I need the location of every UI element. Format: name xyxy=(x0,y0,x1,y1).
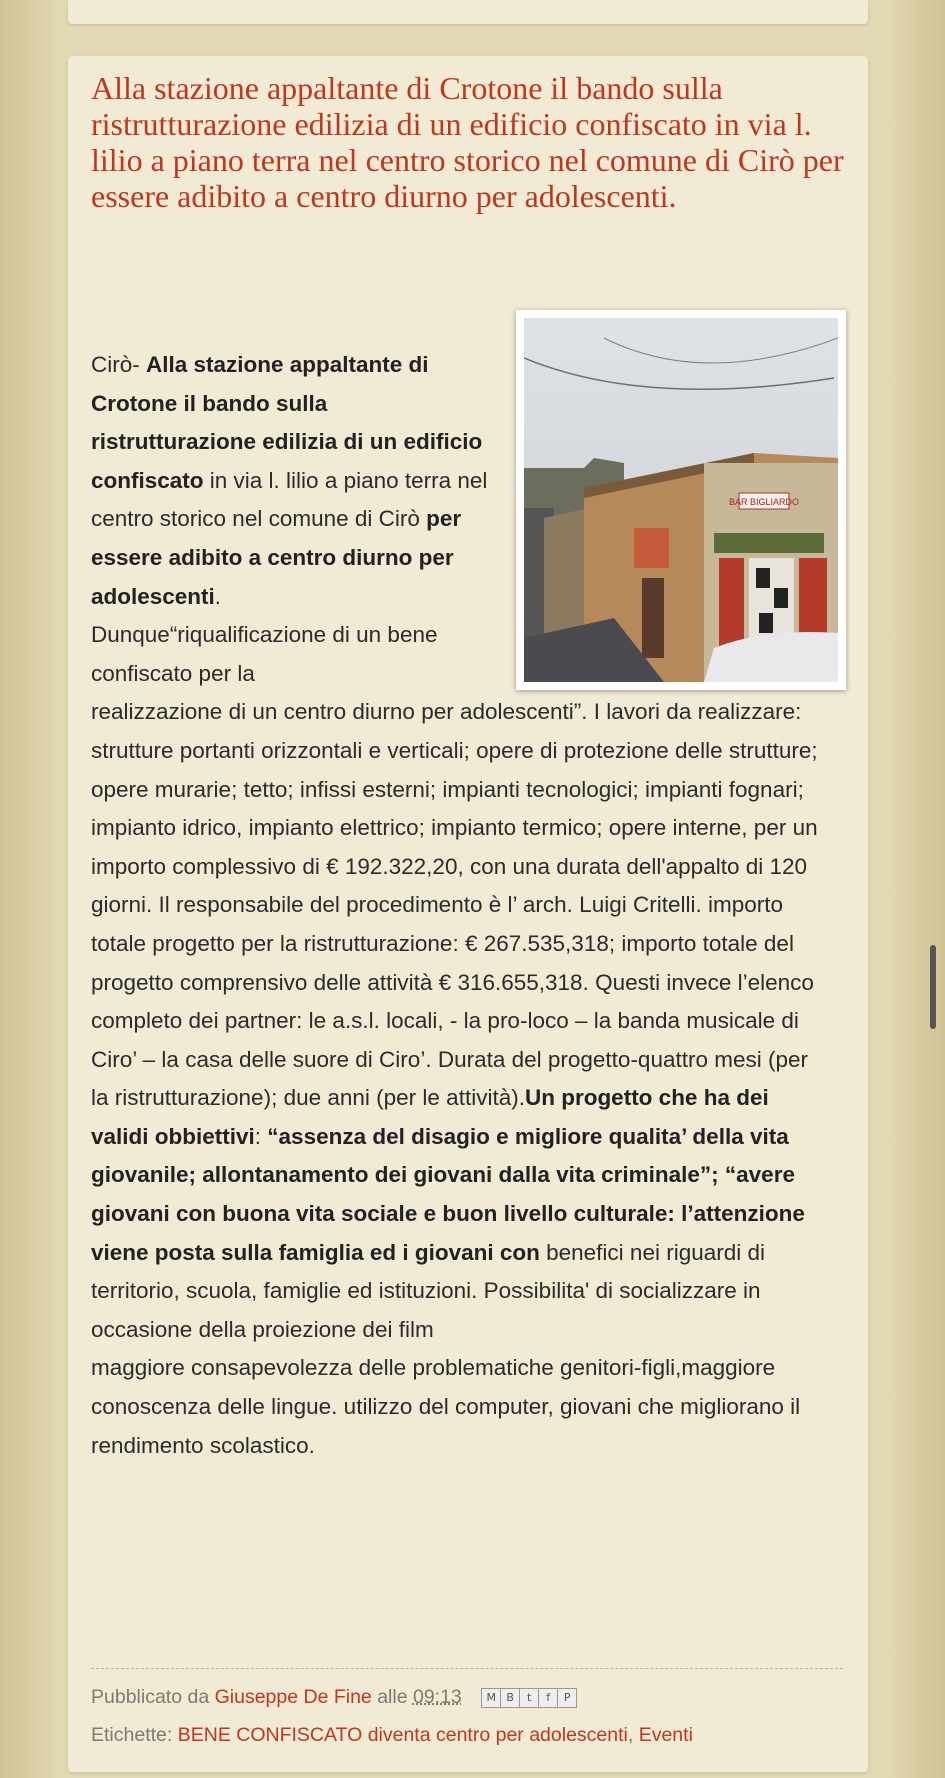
objectives-bold-text: Un progetto che ha dei validi obbiettivi xyxy=(91,1085,769,1149)
intro-bold-text: Alla stazione appaltante di Crotone il bando sulla ristrutturazione edilizia di un edificio confiscato xyxy=(91,352,483,493)
email-icon[interactable]: M xyxy=(481,1688,501,1708)
intro-bold-purpose: per essere adibito a centro diurno per adolescenti xyxy=(91,506,462,609)
blog-post xyxy=(68,56,868,1772)
post-labels: Etichette: BENE CONFISCATO diventa centro per adolescenti, Eventi xyxy=(91,1724,693,1746)
post-paragraph-details: realizzazione di un centro diurno per adolescenti”. I lavori da realizzare: strutture portanti orizzontali e verticali; opere di protezione delle strutture; opere murarie; tetto; infissi esterni; impianti tecnologici; impianti fognari; impianto idrico, impianto elettrico; impianto termico; opere interne, per un importo complessivo di € 192.322,20, con una durata dell'appalto di 120 giorni. Il responsabile del procedimento è l’ arch. Luigi Critelli. importo totale progetto per la ristrutturazione: € 267.535,318; importo totale del progetto comprensivo delle attività € 316.655,318. Questi invece l’elenco completo dei partner: le a.s.l. locali, - la pro-loco – la banda musicale di Ciro’ – la casa delle suore di Ciro’. Durata del progetto-quattro mesi (per la ristrutturazione); due anni (per le attività).Un progetto che ha dei validi obbiettivi: “assenza del disagio e migliore qualita’ della vita giovanile; allontanamento dei giovani dalla vita criminale”; “avere giovani con buona vita sociale e buon livello culturale: l’attenzione viene posta sulla famiglia ed i giovani con benefici nei riguardi di territorio, scuola, famiglie ed istituzioni. Possibilita' di socializzare in occasione della proiezione dei film xyxy=(91,699,818,1342)
pinterest-icon[interactable]: P xyxy=(557,1688,577,1708)
facebook-icon[interactable]: f xyxy=(538,1688,558,1708)
objectives-quote-bold: “assenza del disagio e migliore qualita’ della vita giovanile; allontanamento dei giovani dalla vita criminale”; “avere giovani con buona vita sociale e buon livello culturale: l’attenzione viene posta sulla famiglia ed i giovani con xyxy=(91,1123,805,1265)
footer-divider xyxy=(91,1668,843,1669)
scrollbar-thumb[interactable] xyxy=(930,945,936,1029)
post-paragraph-intro: Cirò- Alla stazione appaltante di Crotone il bando sulla ristrutturazione edilizia di un edificio confiscato in via l. lilio a piano terra nel centro storico nel comune di Cirò per essere adibito a centro diurno per adolescenti. xyxy=(91,352,488,609)
post-byline: Pubblicato da Giuseppe De Fine alle 09:13 M B t f P xyxy=(91,1686,576,1709)
post-body xyxy=(91,346,831,1465)
post-time-link[interactable]: 09:13 xyxy=(412,1686,462,1708)
blog-icon[interactable]: B xyxy=(500,1688,520,1708)
label-link-bene-confiscato[interactable]: BENE CONFISCATO diventa centro per adolescenti xyxy=(177,1724,628,1746)
previous-post-card xyxy=(68,0,868,24)
twitter-icon[interactable]: t xyxy=(519,1688,539,1708)
bar-sign-text: BAR BIGLIARDO xyxy=(728,497,800,507)
post-paragraph-closing: maggiore consapevolezza delle problematiche genitori-figli,maggiore conoscenza delle lingue. utilizzo del computer, giovani che migliorano il rendimento scolastico. xyxy=(91,1355,801,1458)
author-link[interactable]: Giuseppe De Fine xyxy=(214,1686,372,1708)
share-buttons xyxy=(481,1686,576,1709)
post-title[interactable]: Alla stazione appaltante di Crotone il bando sulla ristrutturazione edilizia di un edificio confiscato in via l. lilio a piano terra nel centro storico nel comune di Cirò per essere adibito a centro diurno per adolescenti. xyxy=(91,70,844,214)
label-link-eventi[interactable]: Eventi xyxy=(638,1724,693,1746)
post-paragraph-lead: Dunque“riqualificazione di un bene confiscato per la xyxy=(91,622,438,686)
